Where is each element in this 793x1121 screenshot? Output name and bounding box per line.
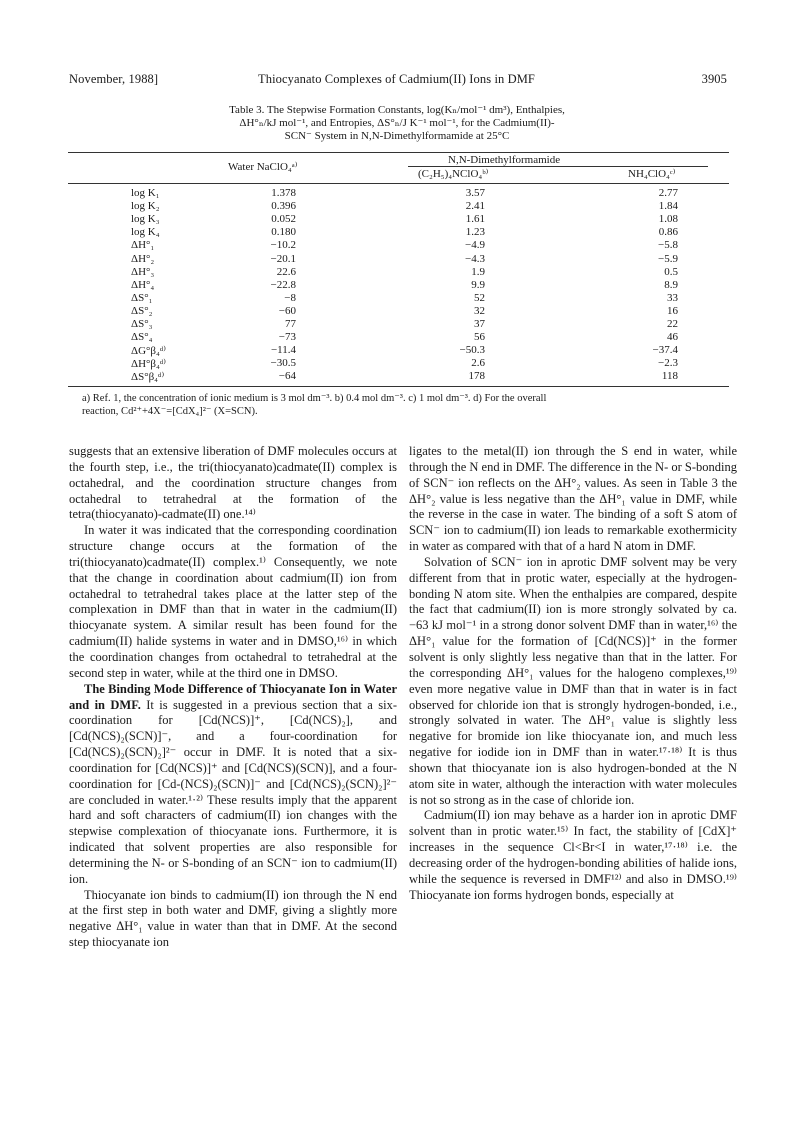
row-label: log K₃	[131, 213, 160, 226]
cell-dmf1: 2.41	[465, 200, 485, 213]
cell-water: −22.8	[270, 278, 296, 291]
table-row	[68, 213, 729, 227]
paragraph-left-2: In water it was indicated that the corresponding coordination structure change occurs at the formation of the tri(thiocyanato)cadmate(II) complex.¹⁾ Consequently, we note that the change in coordination about cadmium(II) ion from octahedral to tetrahedral takes place at the latter step of the complexation in DMF than that in water in the cadmium(II) thiocyanate system. A similar result has been found for the cadmium(II) halide systems in water and in DMSO,¹⁶⁾ in which the coordination changes from octahedral to tetrahedral at the second step in water, while at the third one in DMSO.	[69, 523, 397, 680]
paragraph-right-1: ligates to the metal(II) ion through the S end in water, while through the N end in DMF. The difference in the N- or S-bonding of SCN⁻ ion reflects on the ΔH°₂ values. As seen in Table 3 the ΔH°₂ value is less negative than the ΔH°₁ value in DMF, while the reverse in the case in water. The binding of a soft S atom of SCN⁻ ion to cadmium(II) ion leads to remarkable exothermicity in water as compared with that of a hard N atom in DMF.	[409, 444, 737, 554]
row-label: ΔS°₄	[131, 331, 153, 344]
cell-water: −8	[284, 291, 296, 304]
cell-dmf1: 56	[474, 331, 485, 344]
table-row	[68, 318, 729, 332]
header-water: Water NaClO₄ᵃ⁾	[228, 161, 298, 173]
paragraph-left-3	[69, 682, 397, 888]
row-label: ΔS°₁	[131, 291, 153, 304]
table-row	[68, 239, 729, 253]
paragraph-right-3: Cadmium(II) ion may behave as a harder ion in aprotic DMF solvent than in protic water.¹⁵⁾ In fact, the stability of [CdX]⁺ increases in the sequence Cl<Br<I in water,¹⁷·¹⁸⁾ i.e. the decreasing order of the hydrogen-bonding abilities of halide ions, while the sequence is reversed in DMF¹²⁾ and also in DMSO.¹⁹⁾ Thiocyanate ion forms hydrogen bonds, especially at	[409, 808, 737, 902]
row-label: log K₂	[131, 200, 160, 213]
cell-dmf2: 0.5	[664, 265, 678, 278]
cell-dmf2: 118	[661, 370, 678, 383]
cell-dmf1: 1.23	[465, 226, 485, 239]
cell-dmf1: −4.9	[465, 239, 485, 252]
table-footnote-1: a) Ref. 1, the concentration of ionic medium is 3 mol dm⁻³. b) 0.4 mol dm⁻³. c) 1 mol dm⁻³. d) For the overall	[82, 393, 547, 404]
right-column	[409, 444, 737, 903]
table-caption-line-3: SCN⁻ System in N,N-Dimethylformamide at 25°C	[284, 130, 510, 142]
row-label: ΔS°β₄ᵈ⁾	[131, 371, 165, 384]
cell-water: 22.6	[276, 265, 296, 278]
cell-water: −60	[278, 304, 296, 317]
page-number: 3905	[701, 72, 727, 86]
section-heading: The Binding Mode Difference of Thiocyanate Ion in Water and in DMF.	[69, 681, 397, 712]
table-row	[68, 370, 729, 384]
row-label: ΔH°₁	[131, 239, 155, 252]
cell-dmf2: −5.9	[658, 252, 678, 265]
row-label: ΔH°₄	[131, 278, 155, 291]
cell-water: 0.052	[271, 213, 296, 226]
table-top-rule	[68, 152, 729, 153]
row-label: log K₁	[131, 187, 160, 199]
row-label: ΔS°₂	[131, 304, 153, 317]
header-dmf2: NH₄ClO₄ᶜ⁾	[628, 168, 676, 180]
table-footnote-2: reaction, Cd²⁺+4X⁻=[CdX₄]²⁻ (X=SCN).	[82, 406, 258, 417]
cell-water: −30.5	[270, 357, 296, 370]
cell-dmf2: 22	[667, 318, 678, 330]
cell-dmf1: 32	[474, 304, 485, 317]
cell-dmf2: 8.9	[664, 278, 678, 291]
left-column	[69, 444, 397, 951]
cell-dmf1: 1.9	[471, 265, 485, 278]
cell-water: −11.4	[270, 344, 296, 357]
cell-dmf1: −4.3	[465, 252, 485, 265]
cell-dmf1: 37	[474, 318, 485, 330]
table-row	[68, 226, 729, 240]
cell-water: −10.2	[270, 239, 296, 252]
paragraph-left-1: suggests that an extensive liberation of DMF molecules occurs at the fourth step, i.e., the tri(thiocyanato)cadmate(II) complex is octahedral, and the coordination structure changes from octahedral to tetrahedral at the formation of the tetra(thiocyanato)-cadmate(II) one.¹⁴⁾	[69, 444, 397, 522]
cell-dmf2: 1.08	[658, 213, 678, 226]
cell-dmf1: −50.3	[459, 344, 485, 357]
cell-dmf1: 178	[468, 370, 485, 383]
paragraph-right-2: Solvation of SCN⁻ ion in aprotic DMF solvent may be very different from that in protic water, especially at the hydrogen-bonding N atom site. When the enthalpies are compared, despite the fact that cadmium(II) ion is more strongly solvated by ca. −63 kJ mol⁻¹ in a strong donor solvent DMF than in water,¹⁶⁾ the ΔH°₁ value for the formation of [Cd(NCS)]⁺ in the former solvent is only slightly less negative than that in the latter. For the corresponding ΔH°₁ values for the halogeno complexes,¹⁹⁾ even more negative value in DMF than that in water is in fact observed for chloride ion that is strongly hydrogen-bonded, i.e., strongly solvated in water. The ΔH°₁ value is slightly less negative for bromide ion like thiocyanate ion, and much less negative for iodide ion in DMF than in water.¹⁷·¹⁸⁾ It is thus shown that thiocyanate ion is also hydrogen-bonded at the N atom site in water, although the interaction with water molecules is not so strong as in the case of chloride ion.	[409, 554, 737, 807]
table-row	[68, 266, 729, 280]
cell-water: 77	[285, 318, 296, 330]
running-header-date: November, 1988]	[69, 72, 159, 86]
row-label: ΔH°₃	[131, 265, 155, 278]
cell-water: 0.396	[271, 200, 296, 213]
table-bottom-rule	[68, 386, 729, 387]
cell-dmf1: 52	[474, 291, 485, 304]
cell-water: 1.378	[271, 187, 296, 199]
section-body: It is suggested in a previous section that a six-coordination for [Cd(NCS)]⁺, [Cd(NCS)₂], and [Cd(NCS)₂(SCN)]⁻, and a four-coordination for [Cd(NCS)₂(SCN)₂]²⁻ occur in DMF. It is noted that a six-coordination for [Cd(NCS)]⁺ and [Cd(NCS)(SCN)], and a four-coordination for [Cd-(NCS)₂(SCN)]⁻ and [Cd(NCS)₂(SCN)₂]²⁻ are concluded in water.¹·²⁾ These results imply that the apparent hard and soft characters of cadmium(II) ion changes with the stepwise complexation of thiocyanate ions. Furthermore, it is indicated that solvent properties are also responsible for determining the N- or S-bonding of an SCN⁻ ion to cadmium(II) ion.	[69, 697, 397, 886]
cell-dmf1: 9.9	[471, 278, 485, 291]
header-dmf1: (C₂H₅)₄NClO₄ᵇ⁾	[418, 168, 489, 180]
table-row	[68, 253, 729, 267]
table-row	[68, 279, 729, 293]
table-row	[68, 305, 729, 319]
cell-dmf2: −37.4	[652, 344, 678, 357]
cell-dmf1: 1.61	[465, 213, 485, 226]
cell-dmf1: 2.6	[471, 357, 485, 370]
table-caption-line-1: Table 3. The Stepwise Formation Constants, log(Kₙ/mol⁻¹ dm³), Enthalpies,	[229, 104, 565, 116]
running-header-title: Thiocyanato Complexes of Cadmium(II) Ions in DMF	[258, 72, 535, 86]
cell-water: −73	[278, 331, 296, 344]
table-row	[68, 187, 729, 201]
cell-dmf2: 46	[667, 331, 678, 344]
cell-dmf2: −5.8	[658, 239, 678, 252]
cell-water: 0.180	[271, 226, 296, 239]
paragraph-left-4: Thiocyanate ion binds to cadmium(II) ion through the N end at the first step in both water and DMF, giving a slightly more negative ΔH°₁ value in water than that in DMF. At the second step thiocyanate ion	[69, 887, 397, 950]
row-label: ΔS°₃	[131, 318, 153, 330]
row-label: ΔG°β₄ᵈ⁾	[131, 345, 166, 358]
cell-dmf2: 2.77	[658, 187, 678, 199]
header-dmf-group: N,N-Dimethylformamide	[448, 154, 561, 166]
row-label: ΔH°₂	[131, 252, 155, 265]
cell-dmf1: 3.57	[465, 187, 485, 199]
cell-dmf2: 0.86	[658, 226, 678, 239]
table-row	[68, 331, 729, 345]
table-row	[68, 292, 729, 306]
cell-water: −64	[278, 370, 296, 383]
table-row	[68, 200, 729, 214]
table-caption-line-2: ΔH°ₙ/kJ mol⁻¹, and Entropies, ΔS°ₙ/J K⁻¹ mol⁻¹, for the Cadmium(II)-	[239, 117, 555, 129]
cell-water: −20.1	[270, 252, 296, 265]
table-row	[68, 344, 729, 358]
cell-dmf2: 16	[667, 304, 678, 317]
cell-dmf2: −2.3	[658, 357, 678, 370]
table-row	[68, 357, 729, 371]
cell-dmf2: 33	[667, 291, 678, 304]
row-label: ΔH°β₄ᵈ⁾	[131, 358, 166, 371]
header-rule	[68, 183, 729, 184]
cell-dmf2: 1.84	[658, 200, 678, 213]
row-label: log K₄	[131, 226, 160, 239]
